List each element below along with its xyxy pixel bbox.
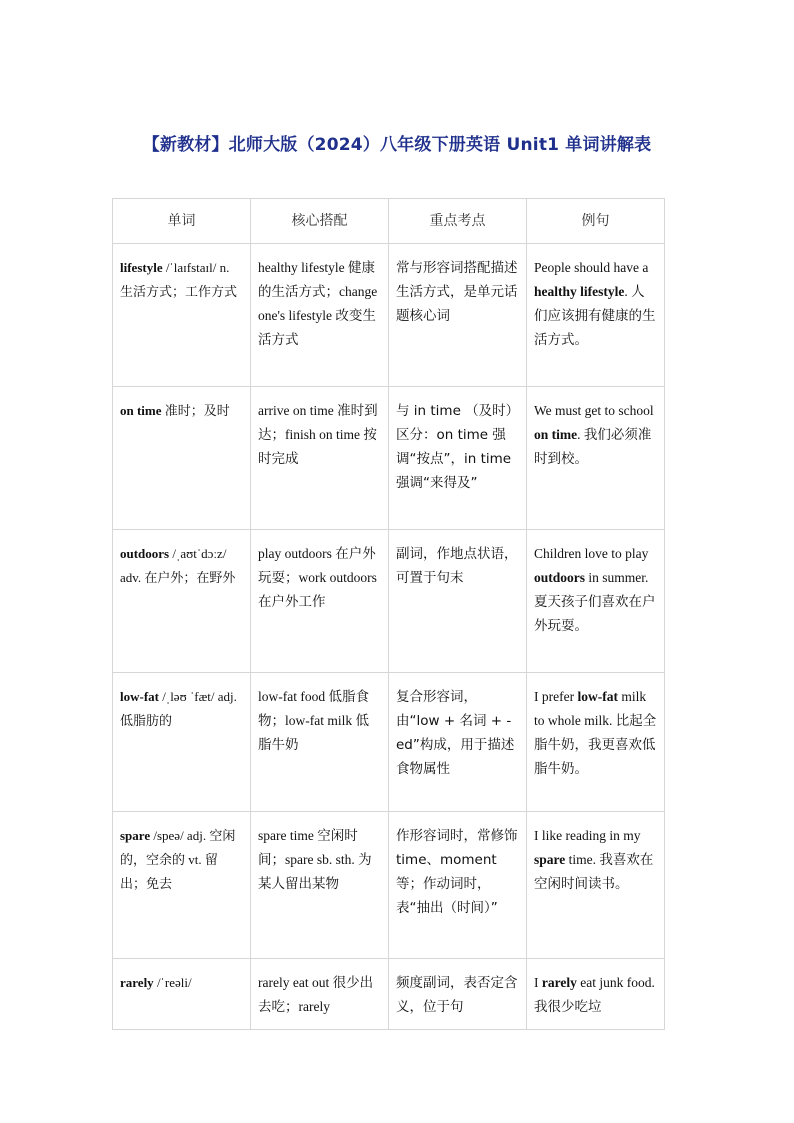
table-row [113,812,665,959]
table-header-row [113,199,665,244]
collocation-cell: spare time 空闲时间；spare sb. sth. 为某人留出某物 [251,812,389,959]
header-example: 例句 [527,199,665,244]
example-text: . 我们必须准时到校。 [534,427,652,466]
example-text: We must get to school [534,403,654,418]
word-definition: /ˈreəli/ [153,975,192,990]
example-keyword: low-fat [577,689,618,704]
example-keyword: spare [534,852,566,867]
word-cell [113,673,251,812]
collocation-cell: low-fat food 低脂食物；low-fat milk 低脂牛奶 [251,673,389,812]
word-cell [113,530,251,673]
example-keyword: on time [534,427,578,442]
collocation-cell: healthy lifestyle 健康的生活方式；change one's lifestyle 改变生活方式 [251,244,389,387]
example-text: I prefer [534,689,578,704]
example-text: I like reading in my [534,828,641,843]
collocation-cell: rarely eat out 很少出去吃；rarely [251,959,389,1030]
example-keyword: healthy lifestyle [534,284,625,299]
example-text: . 人们应该拥有健康的生活方式。 [534,284,656,347]
example-text: time. 我喜欢在空闲时间读书。 [534,852,654,891]
key-point-cell: 与 in time （及时）区分：on time 强调“按点”，in time 强调“来得及” [389,387,527,530]
header-word: 单词 [113,199,251,244]
example-cell [527,244,665,387]
word-term: lifestyle [120,260,163,275]
word-definition: /ˌaʊtˈdɔːz/ adv. 在户外；在野外 [120,546,236,585]
example-text: I [534,975,542,990]
example-cell [527,530,665,673]
table-row [113,244,665,387]
key-point-cell: 复合形容词，由“low + 名词 + -ed”构成，用于描述食物属性 [389,673,527,812]
example-text: eat junk food. 我很少吃垃 [534,975,655,1014]
word-definition: /ˌləʊ ˈfæt/ adj. 低脂肪的 [120,689,237,728]
word-term: rarely [120,975,154,990]
example-cell [527,673,665,812]
example-cell [527,387,665,530]
header-collocation: 核心搭配 [251,199,389,244]
word-definition: /speə/ adj. 空闲的，空余的 vt. 留出；免去 [120,828,236,891]
key-point-cell: 常与形容词搭配描述生活方式，是单元话题核心词 [389,244,527,387]
example-text: milk to whole milk. 比起全脂牛奶，我更喜欢低脂牛奶。 [534,689,657,776]
table-row [113,387,665,530]
table-row [113,530,665,673]
key-point-cell: 频度副词，表否定含义，位于句 [389,959,527,1030]
word-term: outdoors [120,546,170,561]
example-keyword: outdoors [534,570,586,585]
example-text: People should have a [534,260,649,275]
table-row [113,959,665,1030]
example-cell [527,959,665,1030]
word-term: low-fat [120,689,159,704]
vocabulary-table [112,198,665,1030]
word-cell [113,387,251,530]
word-cell [113,812,251,959]
word-cell [113,959,251,1030]
key-point-cell: 作形容词时，常修饰 time、moment 等；作动词时，表“抽出（时间）” [389,812,527,959]
example-cell [527,812,665,959]
example-text: Children love to play [534,546,649,561]
table-row [113,673,665,812]
word-definition: 准时；及时 [161,403,230,418]
word-cell [113,244,251,387]
example-text: in summer. 夏天孩子们喜欢在户外玩耍。 [534,570,656,633]
page-title: 【新教材】北师大版（2024）八年级下册英语 Unit1 单词讲解表 [142,135,652,155]
collocation-cell: play outdoors 在户外玩耍；work outdoors 在户外工作 [251,530,389,673]
key-point-cell: 副词，作地点状语，可置于句末 [389,530,527,673]
word-definition: /ˈlaɪfstaɪl/ n. 生活方式；工作方式 [120,260,238,299]
example-keyword: rarely [541,975,577,990]
collocation-cell: arrive on time 准时到达；finish on time 按时完成 [251,387,389,530]
word-term: on time [120,403,162,418]
header-key-point: 重点考点 [389,199,527,244]
word-term: spare [120,828,151,843]
